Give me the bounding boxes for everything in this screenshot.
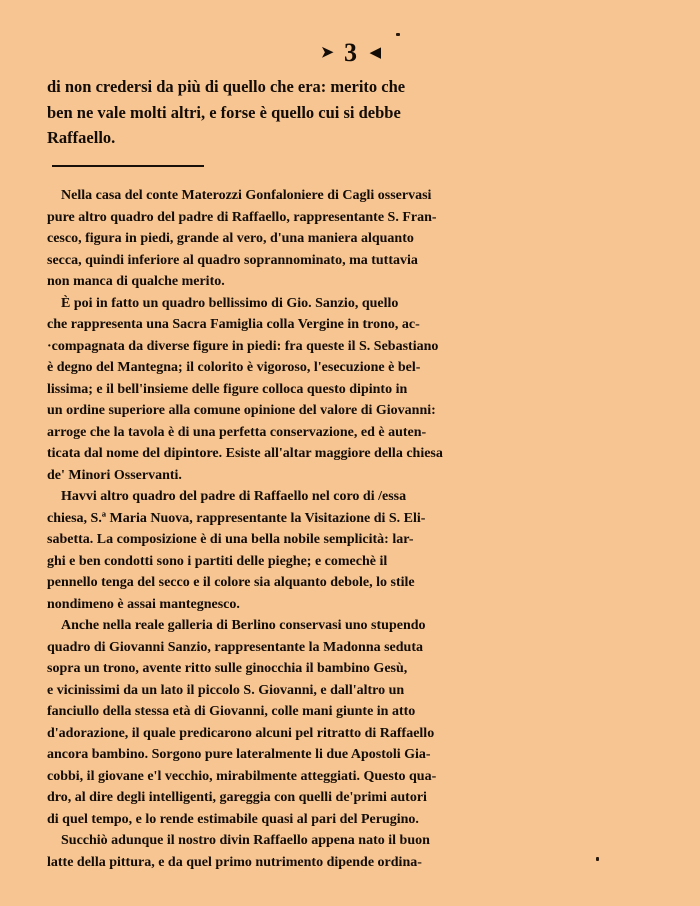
body-text: [47, 185, 502, 873]
text-line: di non credersi da più di quello che era: merito che: [47, 77, 406, 96]
text-line: lissima; e il bell'insieme delle figure colloca questo dipinto in: [47, 381, 408, 397]
text-line: pure altro quadro del padre di Raffaello, rappresentante S. Fran-: [47, 209, 437, 225]
text-line: un ordine superiore alla comune opinione del valore di Giovanni:: [47, 403, 436, 418]
text-line: È poi in fatto un quadro bellissimo di Gio. Sanzio, quello: [61, 295, 399, 311]
text-line: ancora bambino. Sorgono pure lateralmente li due Apostoli Gia-: [47, 747, 431, 762]
paragraph: [47, 185, 502, 293]
ink-speck: [596, 857, 599, 861]
text-line: chiesa, S.ª Maria Nuova, rappresentante la Visitazione di S. Eli-: [47, 510, 426, 526]
paragraph: [47, 830, 502, 873]
text-line: dro, al dire degli intelligenti, gareggia con quelli de'primi autori: [47, 790, 427, 805]
text-line: Nella casa del conte Materozzi Gonfaloniere di Cagli osservasi: [61, 188, 432, 203]
text-line: ·compagnata da diverse figure in piedi: fra queste il S. Sebastiano: [47, 338, 439, 354]
text-line: Anche nella reale galleria di Berlino conservasi uno stupendo: [61, 618, 426, 633]
text-line: sabetta. La composizione è di una bella nobile semplicità: lar-: [47, 532, 414, 547]
text-line: sopra un trono, avente ritto sulle ginocchia il bambino Gesù,: [47, 661, 408, 676]
right-ornament-icon: ◀: [369, 45, 380, 61]
paragraph: [47, 293, 502, 487]
text-line: d'adorazione, il quale predicarono alcuni pel ritratto di Raffaello: [47, 725, 435, 741]
text-line: arroge che la tavola è di una perfetta conservazione, ed è auten-: [47, 424, 427, 440]
text-line: ticata dal nome del dipintore. Esiste all'altar maggiore della chiesa: [47, 446, 443, 461]
section-divider: [52, 165, 204, 167]
text-line: secca, quindi inferiore al quadro soprannominato, ma tuttavia: [47, 252, 418, 268]
text-line: e vicinissimi da un lato il piccolo S. Giovanni, e dall'altro un: [47, 682, 405, 698]
text-line: Raffaello.: [47, 128, 116, 147]
text-line: di quel tempo, e lo rende estimabile quasi al pari del Perugino.: [47, 811, 419, 827]
paragraph: [47, 486, 502, 615]
text-line: ghi e ben condotti sono i partiti delle pieghe; e comechè il: [47, 553, 388, 569]
text-line: Succhiò adunque il nostro divin Raffaello appena nato il buon: [61, 833, 430, 848]
page-header: [0, 38, 700, 68]
paragraph: [47, 615, 502, 830]
page-number: 3: [344, 38, 358, 67]
text-line: non manca di qualche merito.: [47, 274, 225, 289]
text-line: ben ne vale molti altri, e forse è quello cui si debbe: [47, 102, 401, 122]
text-line: pennello tenga del secco e il colore sia alquanto debole, lo stile: [47, 575, 415, 590]
text-line: Havvi altro quadro del padre di Raffaello nel coro di /essa: [61, 489, 407, 504]
text-line: cobbi, il giovane e'l vecchio, mirabilmente atteggiati. Questo qua-: [47, 768, 437, 784]
text-line: nondimeno è assai mantegnesco.: [47, 596, 240, 612]
text-line: de' Minori Osservanti.: [47, 467, 182, 483]
opening-text: [47, 74, 502, 151]
text-line: cesco, figura in piedi, grande al vero, d'una maniera alquanto: [47, 231, 414, 246]
text-line: è degno del Mantegna; il colorito è vigoroso, l'esecuzione è bel-: [47, 360, 421, 375]
text-line: fanciullo della stessa età di Giovanni, colle mani giunte in atto: [47, 704, 416, 719]
text-line: latte della pittura, e da quel primo nutrimento dipende ordina-: [47, 854, 422, 870]
text-line: che rappresenta una Sacra Famiglia colla Vergine in trono, ac-: [47, 317, 420, 332]
left-ornament-icon: ➤: [320, 45, 332, 61]
text-line: quadro di Giovanni Sanzio, rappresentante la Madonna seduta: [47, 639, 424, 655]
ink-speck: [396, 33, 400, 36]
